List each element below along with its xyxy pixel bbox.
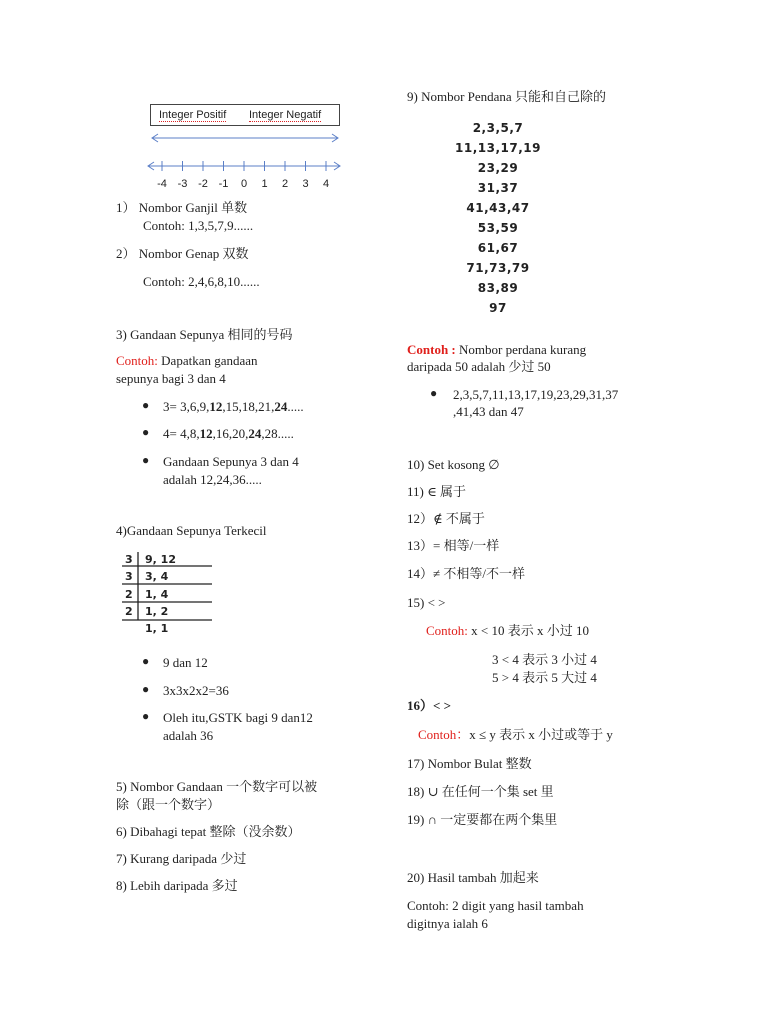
prime-row: 31,37 [477,181,519,195]
common-multiple-desc-2: sepunya bagi 3 dan 4 [116,371,226,386]
text: ,16,20, [212,426,249,441]
highlight-12: 12 [199,426,213,441]
prime-row: 97 [489,301,507,315]
number-line-label: 2 [281,178,289,190]
prime-example-text: Nombor perdana kurang [459,342,587,357]
ladder-divisor: 3 [125,553,133,566]
multiples-of-4 [163,425,294,443]
not-element-of-title: 12）∉ 不属于 [407,511,485,526]
highlight-12: 12 [209,399,223,414]
prime-row: 83,89 [477,281,519,295]
ladder-divisor: 3 [125,570,133,583]
less-equal-example-text: x ≤ y 表示 x 小过或等于 y [469,727,613,742]
lcm-conclusion-1: Oleh itu,GSTK bagi 9 dan12 [163,710,313,725]
union-title: 18) ∪ 在任何一个集 set 里 [407,784,554,799]
contoh-label: Contoh: [426,623,468,638]
not-equal-title: 14）≠ 不相等/不一样 [407,566,525,581]
legend-negative: Integer Negatif [249,109,322,121]
more-than-title: 8) Lebih daripada 多过 [116,878,238,893]
prime-example-2: daripada 50 adalah 少过 50 [407,359,551,374]
prime-row: 2,3,5,7 [472,121,524,135]
ladder-row: 3, 4 [145,570,169,583]
element-of-title: 11) ∈ 属于 [407,484,466,499]
prime-numbers-title: 9) Nombor Pendana 只能和自己除的 [407,89,606,104]
number-line-label: -4 [157,178,167,190]
bullet-icon: ● [142,425,150,439]
multiple-title-2: 除（跟一个数字） [116,797,221,812]
prime-row: 53,59 [477,221,519,235]
highlight-24: 24 [248,426,262,441]
bullet-icon: ● [142,398,150,412]
integer-legend-box [150,104,340,126]
contoh-label: Contoh : [407,342,456,357]
even-numbers-title: 2） Nombor Genap 双数 [116,246,249,261]
primes-below-50-2: ,41,43 dan 47 [453,404,524,419]
ladder-divisor: 2 [125,605,133,618]
common-multiple-title: 3) Gandaan Sepunya 相同的号码 [116,327,293,342]
bullet-icon: ● [142,453,150,467]
highlight-24: 24 [274,399,288,414]
odd-numbers-example: Contoh: 1,3,5,7,9...... [143,218,254,233]
contoh-label: Contoh： [418,727,470,742]
prime-row: 61,67 [477,241,519,255]
divisible-title: 6) Dibahagi tepat 整除（没余数） [116,824,301,839]
prime-list [448,118,548,318]
lcm-ladder-diagram [118,550,216,640]
ladder-row: 9, 12 [145,553,176,566]
number-line-label: 0 [240,178,248,190]
number-line-label: 3 [302,178,309,190]
less-equal-title: 16）< > [407,698,452,713]
bullet-icon: ● [142,654,150,668]
inequality-example-3: 5 > 4 表示 5 大过 4 [492,670,597,685]
number-line-label: -2 [198,178,208,190]
text: 4= 4,8, [163,426,200,441]
less-equal-example [418,726,613,744]
common-multiple-desc-1 [116,352,258,370]
whole-number-title: 17) Nombor Bulat 整数 [407,756,532,771]
text: 3= 3,6,9, [163,399,210,414]
primes-below-50-1: 2,3,5,7,11,13,17,19,23,29,31,37 [453,387,619,402]
common-multiple-summary-2: adalah 12,24,36..... [163,472,262,487]
legend-positive: Integer Positif [159,109,227,121]
prime-example-1 [407,341,586,359]
multiple-title-1: 5) Nombor Gandaan 一个数字可以被 [116,779,318,794]
number-line-figure [140,128,350,198]
inequality-example-2: 3 < 4 表示 3 小过 4 [492,652,597,667]
bullet-icon: ● [142,709,150,723]
odd-numbers-title: 1） Nombor Ganjil 单数 [116,200,248,215]
number-line-label: -3 [177,178,188,190]
number-line-label: -1 [218,178,229,190]
lcm-product: 3x3x2x2=36 [163,683,229,698]
ladder-row: 1, 2 [145,605,169,618]
even-numbers-example: Contoh: 2,4,6,8,10...... [143,274,260,289]
common-multiple-desc-text: Dapatkan gandaan [161,353,258,368]
inequality-example-1 [426,622,589,640]
number-line-label: 1 [261,178,268,190]
bullet-icon: ● [430,386,438,400]
sum-example-1: Contoh: 2 digit yang hasil tambah [407,898,584,913]
lcm-numbers: 9 dan 12 [163,655,208,670]
common-multiple-summary-1: Gandaan Sepunya 3 dan 4 [163,454,299,469]
intersection-title: 19) ∩ 一定要都在两个集里 [407,812,558,827]
empty-set-title: 10) Set kosong ∅ [407,457,500,472]
lcm-conclusion-2: adalah 36 [163,728,214,743]
multiples-of-3 [163,398,304,416]
text: ,28..... [261,426,294,441]
less-greater-title: 15) < > [407,595,446,610]
lcm-title: 4)Gandaan Sepunya Terkecil [116,523,267,538]
text: ,15,18,21, [222,399,275,414]
less-than-title: 7) Kurang daripada 少过 [116,851,247,866]
inequality-example-text: x < 10 表示 x 小过 10 [471,623,589,638]
ladder-divisor: 2 [125,588,133,601]
prime-row: 41,43,47 [466,201,530,215]
ladder-row: 1, 1 [145,622,169,635]
sum-title: 20) Hasil tambah 加起来 [407,870,539,885]
prime-row: 23,29 [477,161,519,175]
contoh-label: Contoh: [116,353,158,368]
prime-row: 11,13,17,19 [455,141,541,155]
bullet-icon: ● [142,682,150,696]
sum-example-2: digitnya ialah 6 [407,916,488,931]
equal-title: 13）= 相等/一样 [407,538,500,553]
ladder-row: 1, 4 [145,588,169,601]
number-line-label: 4 [322,178,330,190]
text: ..... [287,399,304,414]
prime-row: 71,73,79 [466,261,530,275]
